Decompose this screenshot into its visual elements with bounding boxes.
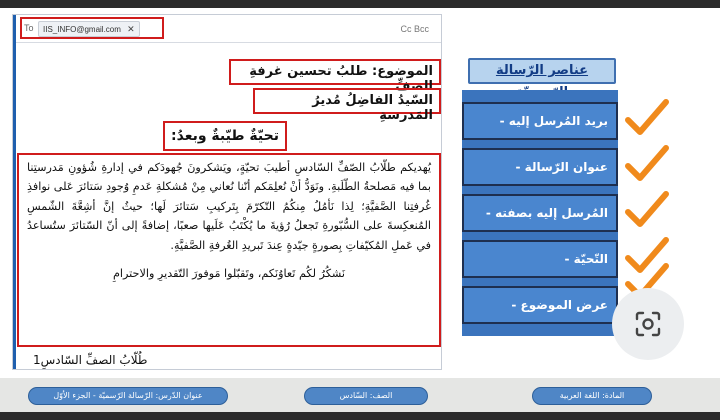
lens-search-button[interactable]	[612, 288, 684, 360]
checkmark-icon	[624, 190, 670, 230]
cc-bcc-link[interactable]: Cc Bcc	[400, 24, 429, 34]
close-icon[interactable]: ✕	[127, 24, 135, 34]
signature: طُلّابُ الصفِّ السّادسِ1	[33, 353, 148, 367]
window-accent-edge	[13, 15, 16, 369]
camera-search-icon	[634, 310, 662, 338]
email-compose-window	[12, 14, 442, 370]
lesson-title-pill: عنوان الدّرس: الرّسالة الرّسميّة - الجزء الأوّل	[28, 387, 228, 405]
greeting: تحيّةٌ طيّبةٌ وبعدُ:	[163, 121, 287, 151]
bottom-edge-bar	[0, 412, 720, 420]
element-recipient-role: المُرسل إليه بصفته -	[462, 194, 618, 232]
element-letter-title: عنوان الرّسالة -	[462, 148, 618, 186]
checkmark-icon	[624, 144, 670, 184]
top-edge-bar	[0, 0, 720, 8]
to-highlight-box	[20, 17, 164, 39]
to-row	[16, 15, 441, 43]
element-greeting: التّحيّة -	[462, 240, 618, 278]
recipient-title: السّيدُ الفاضِلُ مُديرُ المَدرسةِ	[253, 88, 441, 114]
grade-pill: الصف: السّادس	[304, 387, 428, 405]
closing-thanks: نَشكُرُ لكُم تَعاوُنَكم، وتَقبّلوا مَوفورَ التّقديرِ والاحترامِ	[112, 267, 346, 281]
subject-pill: المادة: اللغة العربية	[532, 387, 652, 405]
element-recipient-email: بريد المُرسل إليه -	[462, 102, 618, 140]
letter-body	[17, 153, 441, 347]
recipient-address: IIS_INFO@gmail.com	[43, 25, 121, 34]
to-label: To	[24, 23, 34, 33]
panel-title: عناصر الرّسالة	[468, 58, 616, 84]
checkmark-icon	[624, 98, 670, 138]
body-paragraph: يُهديكم طلّابُ الصّفِّ السّادسِ أطيبَ تحيّةٍ، ويَشكرونَ جُهودَكم في إدارةِ شُؤونِ مَدرستِنا بما فيه مَصلحةُ الطّلَبةِ. ونَوَدُّ أنْ نُعلِمَكم أنّنا نُعاني مِنْ مُشكلةِ عَدمِ وُجودِ سَتائرَ عَلى نوافذِ غُرفتِنا الصَّفيَّةِ؛ لِذا نَأمُلُ مِنكُمُ التّكرّمَ بِتَركيبِ سَتائرَ لَها؛ حيثُ إنَّ أشِعَّةَ الشّمسِ المُنعكِسةَ على السُّبّورةِ تَجعلُ رُؤيةَ ما يُكْتَبُ عَلَيها صعبًا، إضافةً إلى أنّ السّتائرَ ستُساعدُ في عَملِ المُكيّفاتِ بِصورةٍ جيّدةٍ عِندَ تَبريدِ الغُرفةِ الصَّفيَّةِ.	[27, 161, 431, 252]
footer-bar	[0, 378, 720, 412]
subject-line: الموضوع: طلبُ تحسين غرفةِ الصفِّ	[229, 59, 441, 85]
elements-panel	[462, 90, 618, 336]
element-topic: عرض الموضوع -	[462, 286, 618, 324]
